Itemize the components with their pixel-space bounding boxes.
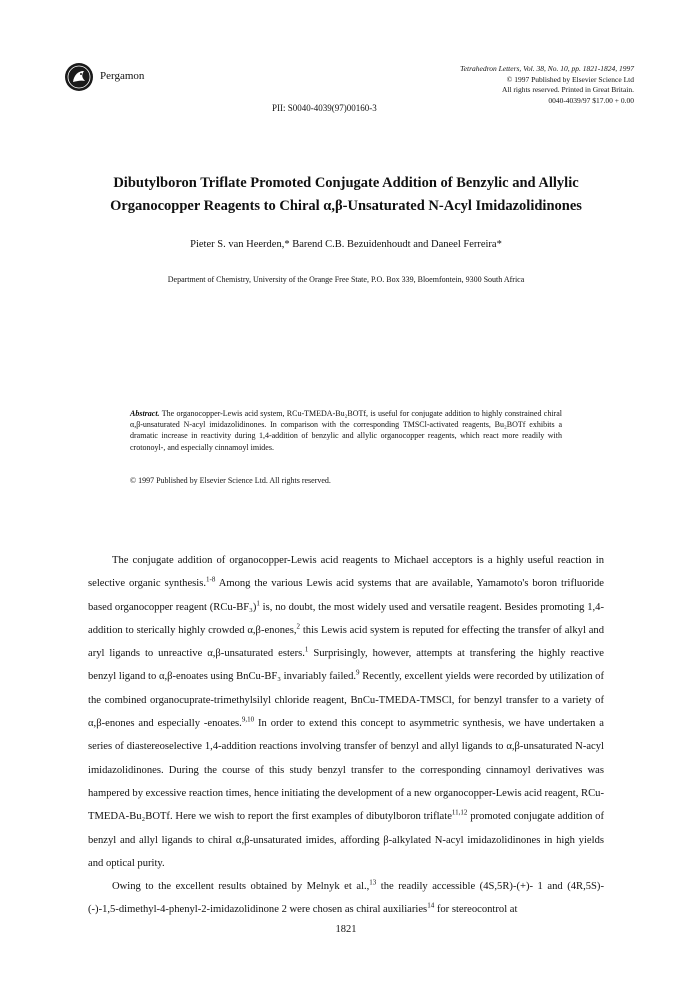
journal-rights: All rights reserved. Printed in Great Britain. bbox=[501, 85, 634, 94]
abstract-label: Abstract. bbox=[130, 409, 160, 418]
publisher-logo bbox=[64, 62, 94, 92]
citation: 1 bbox=[304, 645, 309, 654]
publisher-name: Pergamon bbox=[100, 70, 145, 82]
title-line-1: Dibutylboron Triflate Promoted Conjugate Addition of Benzylic and Allylic bbox=[113, 175, 579, 191]
journal-copyright: © 1997 Published by Elsevier Science Ltd bbox=[506, 74, 634, 84]
paragraph-2: Owing to the excellent results obtained by Melnyk et al.,$^{13}$ the readily accessible (4S,5R)-(+)- 1 and (4R,5S)-(-)-1,5-dimethyl-4-phenyl-2-imidazolidinone 2 were chosen as chiral auxiliaries$^{14}$ for stereocontrol at bbox=[88, 878, 604, 916]
pergamon-logo-icon bbox=[64, 62, 94, 92]
paper-title bbox=[40, 172, 652, 218]
citation: 2 bbox=[296, 622, 301, 631]
abstract-text: The organocopper-Lewis acid system, RCu-TMEDA-Bu₂BOTf, is useful for conjugate addition to highly constrained chiral α,β-unsaturated N-acyl imidazolidinones. In comparison with the corresponding TMSCl-activated reagents, Bu₂BOTf exhibits a dramatic increase in reactivity during 1,4-addition of benzylic and allylic organocopper reagents, which react more readily with crotonoyl-, and especially cinnamoyl imides. bbox=[130, 409, 562, 452]
abstract-copyright: © 1997 Published by Elsevier Science Ltd. All rights reserved. bbox=[130, 476, 331, 485]
page-number: 1821 bbox=[335, 924, 357, 935]
citation: 11,12 bbox=[451, 808, 468, 817]
journal-price: 0040-4039/97 $17.00 + 0.00 bbox=[548, 95, 634, 105]
abstract bbox=[130, 408, 562, 453]
citation: 1 bbox=[256, 599, 260, 608]
citation: 1-8 bbox=[206, 575, 216, 584]
authors: Pieter S. van Heerden,* Barend C.B. Bezuidenhoudt and Daneel Ferreira* bbox=[190, 239, 502, 250]
journal-info bbox=[460, 64, 634, 106]
citation: 9 bbox=[356, 668, 360, 677]
citation: 13 bbox=[369, 878, 377, 887]
citation: 9,10 bbox=[241, 715, 255, 724]
journal-citation: Tetrahedron Letters, Vol. 38, No. 10, pp. 1821-1824, 1997 bbox=[460, 64, 634, 73]
paragraph-1: The conjugate addition of organocopper-Lewis acid reagents to Michael acceptors is a highly useful reaction in selective organic synthesis.$^{1-8}$ Among the various Lewis acid systems that are available, Yamamoto's boron trifluoride based organocopper reagent $(RCu-BF_3)^1$ is, no doubt, the most widely used and versatile reagent. Besides promoting 1,4-addition to sterically highly crowded α,β-enones,$^2$ this Lewis acid system is reputed for effecting the transfer of alkyl and aryl ligands to unreactive α,β-unsaturated esters.$^1$ Surprisingly, however, attempts at transfering the highly reactive benzyl ligand to α,β-enoates using BnCu-BF₃ invariably failed.$^9$ Recently, excellent yields were recorded by utilization of the combined organocuprate-trimethylsilyl chloride reagent, BnCu-TMEDA-TMSCl, for benzyl transfer to a variety of α,β-enones and especially -enoates.$^{9,10}$ In order to extend this concept to asymmetric synthesis, we have undertaken a series of diastereoselective 1,4-addition reactions involving transfer of benzyl and allyl ligands to α,β-unsaturated N-acyl imidazolidinones. During the course of this study benzyl transfer to the corresponding cinnamoyl derivatives was hampered by excessive reaction times, hence initiating the development of a new organocopper-Lewis acid reagent, RCu-TMEDA-Bu₂BOTf. Here we wish to report the first examples of dibutylboron triflate$^{11,12}$ promoted conjugate addition of benzyl and allyl ligands to chiral α,β-unsaturated imides, affording β-alkylated N-acyl imidazolidinones in high yields and optical purity. bbox=[88, 555, 605, 869]
pii-identifier: PII: S0040-4039(97)00160-3 bbox=[272, 103, 377, 113]
title-line-2: Organocopper Reagents to Chiral α,β-Unsaturated N-Acyl Imidazolidinones bbox=[110, 198, 582, 214]
affiliation: Department of Chemistry, University of the Orange Free State, P.O. Box 339, Bloemfontein, 9300 South Africa bbox=[167, 275, 525, 284]
body-text bbox=[88, 549, 604, 922]
citation: 14 bbox=[427, 901, 435, 910]
